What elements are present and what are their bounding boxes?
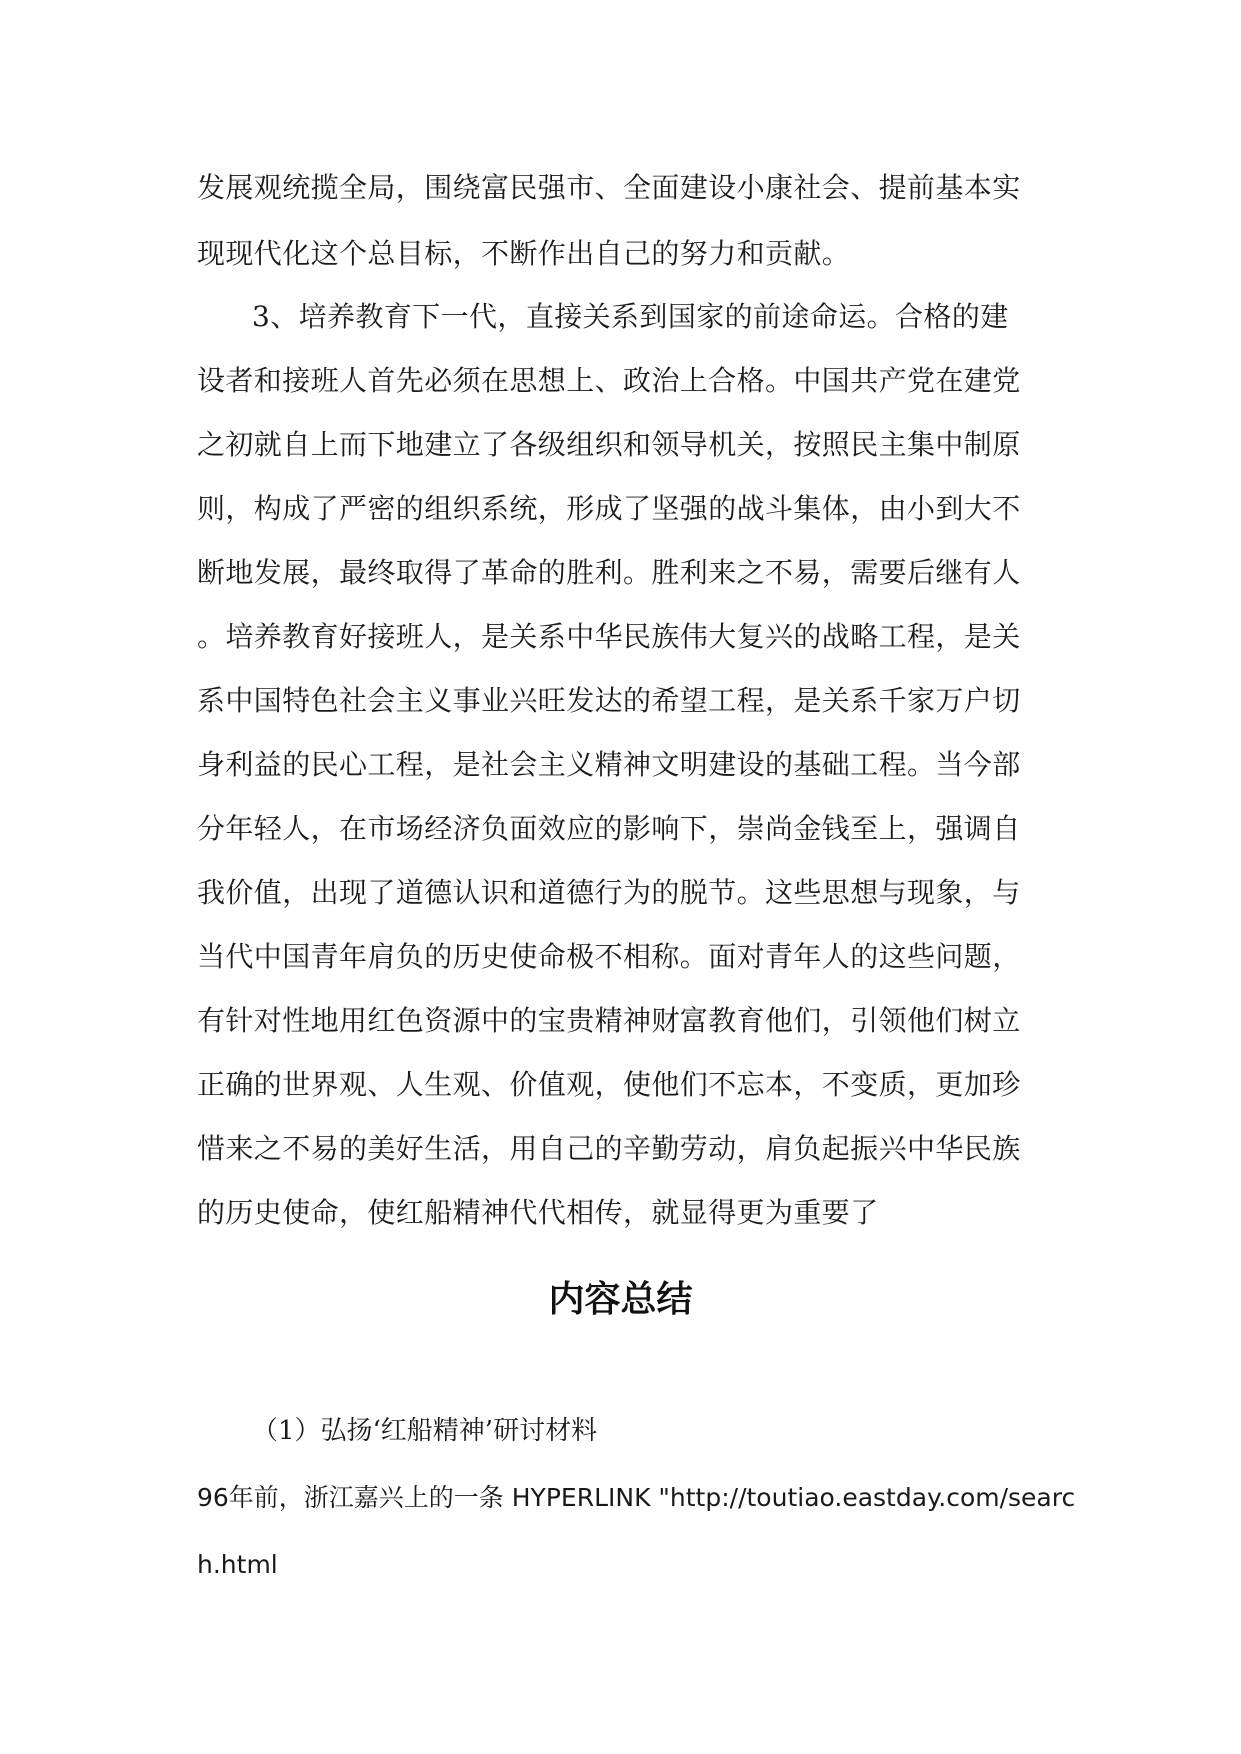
paragraph-line: 则，构成了严密的组织系统，形成了坚强的战斗集体，由小到大不 — [197, 492, 1021, 525]
paragraph-line: 。培养教育好接班人，是关系中华民族伟大复兴的战略工程，是关 — [197, 620, 1021, 653]
paragraph-line: 惜来之不易的美好生活，用自己的辛勤劳动，肩负起振兴中华民族 — [197, 1132, 1021, 1165]
paragraph-line: 3、培养教育下一代，直接关系到国家的前途命运。合格的建 — [252, 300, 1009, 333]
paragraph-line: 发展观统揽全局，围绕富民强市、全面建设小康社会、提前基本实 — [197, 171, 1021, 204]
paragraph-line: 分年轻人，在市场经济负面效应的影响下，崇尚金钱至上，强调自 — [197, 812, 1021, 845]
paragraph-line: 当代中国青年肩负的历史使命极不相称。面对青年人的这些问题， — [197, 940, 1021, 973]
paragraph-line: 断地发展，最终取得了革命的胜利。胜利来之不易，需要后继有人 — [197, 556, 1021, 589]
summary-text-line: 96年前，浙江嘉兴上的一条 HYPERLINK "http://toutiao.eastday.com/searc — [197, 1483, 1076, 1512]
paragraph-line: 身利益的民心工程，是社会主义精神文明建设的基础工程。当今部 — [197, 748, 1021, 781]
paragraph-line: 之初就自上而下地建立了各级组织和领导机关，按照民主集中制原 — [197, 428, 1021, 461]
section-heading: 内容总结 — [548, 1279, 693, 1320]
summary-item: （1）弘扬‘红船精神’研讨材料 — [252, 1416, 598, 1446]
paragraph-line: 现现代化这个总目标，不断作出自己的努力和贡献。 — [197, 237, 851, 270]
paragraph-line: 设者和接班人首先必须在思想上、政治上合格。中国共产党在建党 — [197, 364, 1021, 397]
paragraph-line: 正确的世界观、人生观、价值观，使他们不忘本，不变质，更加珍 — [197, 1068, 1021, 1101]
paragraph-line: 我价值，出现了道德认识和道德行为的脱节。这些思想与现象，与 — [197, 876, 1021, 909]
paragraph-line: 系中国特色社会主义事业兴旺发达的希望工程，是关系千家万户切 — [197, 684, 1021, 717]
paragraph-line: 的历史使命，使红船精神代代相传，就显得更为重要了 — [197, 1196, 879, 1229]
paragraph-line: 有针对性地用红色资源中的宝贵精神财富教育他们，引领他们树立 — [197, 1004, 1021, 1037]
summary-text-line: h.html — [197, 1550, 278, 1579]
